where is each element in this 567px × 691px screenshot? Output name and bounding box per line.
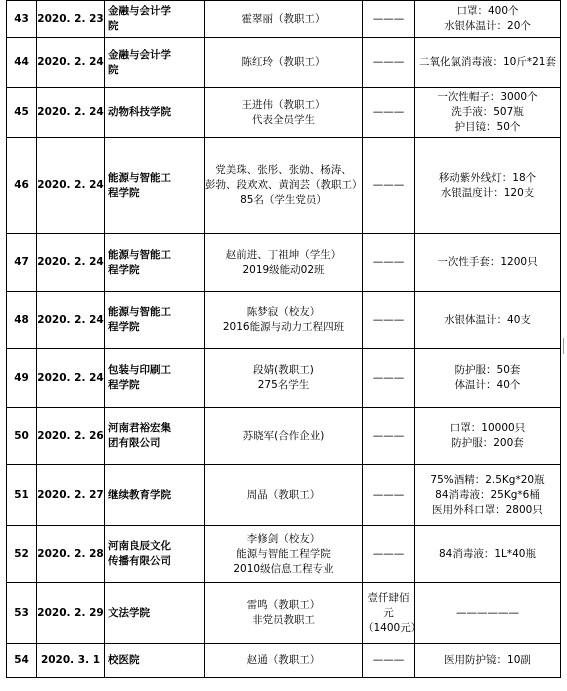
row-date: 2020. 3. 1 [37, 644, 105, 678]
row-goods [415, 234, 561, 292]
row-donor-line: 王进伟（教职工） [241, 98, 326, 111]
row-goods-line: 口罩：400个 [456, 5, 519, 17]
row-donor-line: 275名学生 [257, 379, 310, 391]
row-number: 53 [7, 583, 37, 644]
row-goods-line: 水银温度计：120支 [440, 186, 535, 199]
row-money-line: ——— [372, 256, 405, 268]
donation-table-body [7, 1, 561, 678]
row-number: 44 [7, 38, 37, 88]
row-unit [105, 644, 205, 678]
row-goods-line: 体温计：40个 [454, 379, 521, 391]
row-money-line: ——— [372, 56, 405, 68]
row-goods [415, 465, 561, 526]
row-donor [205, 583, 363, 644]
row-goods-line: 移动紫外线灯：18个 [438, 171, 537, 184]
row-donor-line: 赵通（教职工） [246, 654, 321, 666]
row-unit [105, 408, 205, 465]
row-money-line: ——— [372, 12, 405, 25]
table-row [7, 88, 561, 138]
row-money-line: 壹仟肆佰 [367, 591, 410, 604]
row-unit-line: 继续教育学院 [108, 488, 171, 501]
row-donor-line: 陈梦寂（校友） [246, 306, 321, 318]
row-donor-line: 2019级能动02班 [242, 263, 325, 276]
row-date: 2020. 2. 24 [37, 38, 105, 88]
row-unit [105, 88, 205, 138]
row-money [363, 644, 415, 678]
row-date: 2020. 2. 26 [37, 408, 105, 465]
row-donor-line: 代表全员学生 [252, 113, 315, 126]
row-donor [205, 138, 363, 234]
row-goods-line: 水银体温计：40支 [444, 313, 531, 326]
row-unit [105, 349, 205, 408]
row-donor [205, 292, 363, 349]
row-donor [205, 349, 363, 408]
row-money-line: ——— [372, 313, 405, 326]
row-money [363, 292, 415, 349]
row-date: 2020. 2. 24 [37, 292, 105, 349]
row-money-line: ——— [372, 429, 405, 442]
row-unit [105, 38, 205, 88]
row-goods [415, 1, 561, 38]
row-date: 2020. 2. 24 [37, 234, 105, 292]
row-date: 2020. 2. 24 [37, 138, 105, 234]
row-donor-line: 2016能源与动力工程四班 [222, 321, 345, 333]
row-donor [205, 408, 363, 465]
row-unit-line: 程学院 [108, 321, 140, 333]
row-date: 2020. 2. 23 [37, 1, 105, 38]
row-unit [105, 526, 205, 583]
row-donor-line: 李修剑（校友） [246, 532, 321, 545]
row-goods-line: 防护服：200套 [451, 437, 524, 449]
row-money-line: ——— [372, 179, 405, 191]
row-unit-line: 程学院 [108, 263, 140, 276]
row-money-line: ——— [372, 106, 405, 118]
row-donor [205, 526, 363, 583]
row-unit-line: 金融与会计学 [108, 5, 171, 17]
table-row [7, 526, 561, 583]
row-date: 2020. 2. 28 [37, 526, 105, 583]
row-donor-line: 周晶（教职工） [246, 488, 321, 501]
table-row [7, 1, 561, 38]
row-unit [105, 138, 205, 234]
row-money-line: ——— [372, 654, 405, 666]
row-goods [415, 138, 561, 234]
row-unit [105, 292, 205, 349]
row-unit [105, 234, 205, 292]
row-goods-line: 洗手液：507瓶 [451, 106, 524, 118]
row-unit-line: 能源与智能工 [108, 248, 171, 261]
row-donor-line: 雷鸣（教职工） [246, 599, 321, 611]
row-donor-line: 党美珠、张彤、张勍、杨涛、 [215, 164, 352, 176]
row-goods-line: 医用防护镜：10副 [444, 654, 531, 666]
row-donor-line: 2010级信息工程专业 [233, 562, 334, 575]
row-unit-line: 校医院 [108, 654, 140, 666]
row-goods [415, 38, 561, 88]
row-goods-line: 防护服：50套 [454, 364, 521, 376]
row-donor-line: 彭勃、段欢欢、黄润芸（教职工） [205, 179, 363, 191]
row-number: 46 [7, 138, 37, 234]
row-money-line: （1400元） [363, 621, 422, 634]
table-row [7, 292, 561, 349]
row-goods-line: 口罩：10000只 [449, 422, 526, 434]
row-goods-line: 84消毒液：25Kg*6桶 [435, 488, 540, 501]
row-money-line: ——— [372, 547, 405, 560]
row-donor-line: 85名（学生党员） [240, 194, 327, 206]
row-unit-line: 金融与会计学 [108, 48, 171, 61]
row-donor-line: 能源与智能工程学院 [236, 547, 331, 560]
row-donor-line: 赵前进、丁祖坤（学生） [225, 248, 342, 261]
row-unit-line: 院 [108, 20, 119, 32]
row-money [363, 138, 415, 234]
row-unit-line: 能源与智能工 [108, 171, 171, 184]
donation-table [6, 0, 561, 678]
row-goods [415, 88, 561, 138]
row-money [363, 583, 422, 644]
row-money [363, 1, 415, 38]
row-number: 54 [7, 644, 37, 678]
row-unit [105, 465, 205, 526]
row-number: 47 [7, 234, 37, 292]
row-goods [415, 349, 561, 408]
row-unit-line: 传播有限公司 [108, 555, 171, 567]
row-money-line: ——— [372, 371, 405, 384]
row-date: 2020. 2. 27 [37, 465, 105, 526]
row-money [363, 408, 415, 465]
row-money [363, 88, 415, 138]
table-row [7, 349, 561, 408]
row-goods-line: 水银体温计：20个 [444, 20, 531, 32]
row-money [363, 234, 415, 292]
row-unit-line: 文法学院 [108, 606, 150, 619]
row-number: 45 [7, 88, 37, 138]
row-number: 52 [7, 526, 37, 583]
row-goods-line: 一次性帽子：3000个 [437, 91, 538, 103]
row-unit-line: 能源与智能工 [108, 306, 171, 318]
table-row [7, 38, 561, 88]
row-number: 49 [7, 349, 37, 408]
row-number: 51 [7, 465, 37, 526]
row-goods [415, 583, 561, 644]
row-goods-line: —————— [456, 606, 519, 619]
row-donor [205, 465, 363, 526]
row-donor [205, 234, 363, 292]
row-donor [205, 644, 363, 678]
row-donor-line: 陈红玲（教职工） [241, 56, 326, 68]
row-unit-line: 河南君裕宏集 [108, 422, 171, 434]
row-unit-line: 程学院 [108, 379, 140, 391]
row-money [363, 465, 415, 526]
row-goods [415, 292, 561, 349]
row-number: 48 [7, 292, 37, 349]
row-donor-line: 非党员教职工 [252, 614, 315, 626]
row-goods [415, 408, 561, 465]
table-row [7, 408, 561, 465]
row-goods-line: 一次性手套：1200只 [437, 256, 538, 268]
row-goods-line: 75%酒精：2.5Kg*20瓶 [430, 473, 545, 486]
row-goods [415, 644, 561, 678]
table-row [7, 583, 561, 644]
row-unit-line: 程学院 [108, 186, 140, 199]
row-unit [105, 583, 205, 644]
table-row [7, 234, 561, 292]
row-money [363, 349, 415, 408]
row-goods-line: 医用外科口罩：2800只 [432, 503, 543, 516]
row-donor [205, 38, 363, 88]
row-money [363, 38, 415, 88]
edge-marker [563, 338, 567, 354]
row-unit-line: 包装与印刷工 [108, 364, 171, 376]
row-date: 2020. 2. 29 [37, 583, 105, 644]
row-unit-line: 河南良辰文化 [108, 540, 171, 552]
row-goods-line: 二氧化氯消毒液：10斤*21套 [419, 56, 556, 68]
row-donor [205, 1, 363, 38]
row-goods-line: 84消毒液：1L*40瓶 [438, 547, 536, 560]
row-money-line: ——— [372, 488, 405, 501]
row-unit-line: 院 [108, 63, 119, 76]
row-number: 50 [7, 408, 37, 465]
row-date: 2020. 2. 24 [37, 88, 105, 138]
table-row [7, 644, 561, 678]
row-unit-line: 动物科技学院 [108, 106, 171, 118]
row-money [363, 526, 415, 583]
row-goods-line: 护目镜：50个 [454, 121, 521, 133]
row-donor-line: 苏晓军(合作企业) [242, 429, 325, 442]
table-row [7, 465, 561, 526]
row-money-line: 元 [383, 606, 394, 619]
row-number: 43 [7, 1, 37, 38]
row-unit-line: 团有限公司 [108, 437, 161, 449]
row-date: 2020. 2. 24 [37, 349, 105, 408]
row-donor-line: 段婧(教职工) [253, 364, 314, 376]
row-donor [205, 88, 363, 138]
table-row [7, 138, 561, 234]
row-unit [105, 1, 205, 38]
row-goods [415, 526, 561, 583]
row-donor-line: 霍翠丽（教职工） [241, 12, 326, 25]
